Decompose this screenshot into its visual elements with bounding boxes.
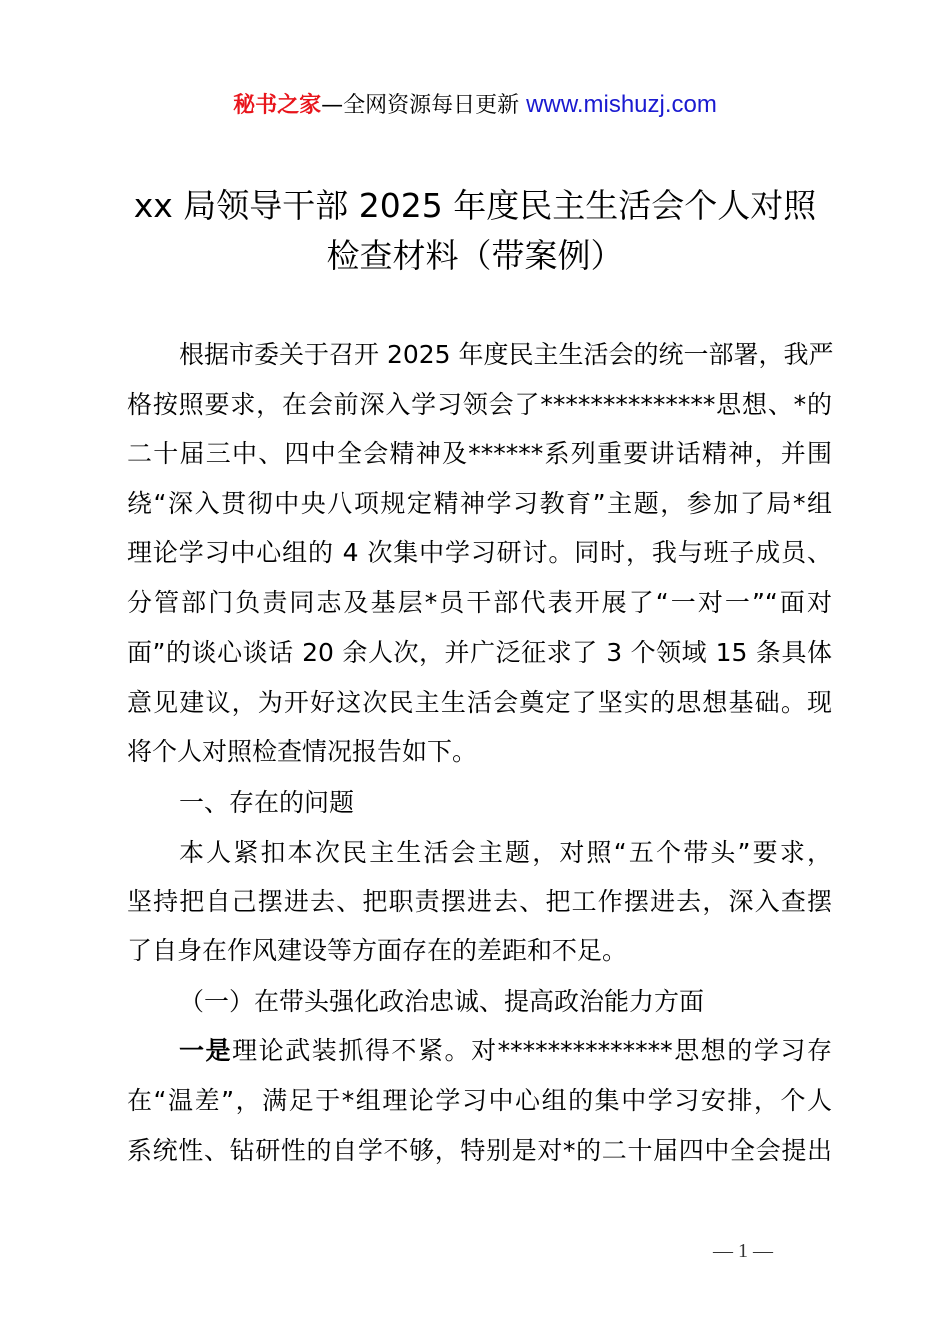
body-line: 将个人对照检查情况报告如下。 [127,737,478,766]
body-line: 绕“深入贯彻中央八项规定精神学习教育”主题，参加了局*组 [127,489,832,518]
body-line: 意见建议，为开好这次民主生活会奠定了坚实的思想基础。现 [127,688,832,717]
body-line: 了自身在作风建设等方面存在的差距和不足。 [127,936,628,965]
body-line: 系统性、钻研性的自学不够，特别是对*的二十届四中全会提出 [127,1136,832,1165]
body-line: 坚持把自己摆进去、把职责摆进去、把工作摆进去，深入查摆 [127,887,832,916]
body-line [179,1026,832,1076]
body-line: 本人紧扣本次民主生活会主题，对照“五个带头”要求， [179,838,832,867]
body-line: 面”的谈心谈话 20 余人次，并广泛征求了 3 个领域 15 条具体 [127,638,832,667]
doc-title-line1: xx 局领导干部 2025 年度民主生活会个人对照 [133,186,817,225]
body-line-text: 理论武装抓得不紧。对**************思想的学习存 [232,1036,832,1065]
section-heading: 一、存在的问题 [179,788,355,817]
site-url[interactable]: www.mishuzj.com [526,91,717,118]
site-header [0,88,950,119]
tagline: —全网资源每日更新 [321,93,520,118]
body-line: 格按照要求，在会前深入学习领会了**************思想、*的 [127,390,832,419]
subsection-heading: （一）在带头强化政治忠诚、提高政治能力方面 [179,987,705,1016]
bold-lead: 一是 [179,1036,233,1065]
body-line: 分管部门负责同志及基层*员干部代表开展了“一对一”“面对 [127,588,832,617]
page-number: — 1 — [713,1240,773,1262]
doc-title-line2: 检查材料（带案例） [326,236,624,275]
brand-name: 秘书之家 [233,93,322,118]
body-line: 理论学习中心组的 4 次集中学习研讨。同时，我与班子成员、 [127,538,832,567]
body-line: 二十届三中、四中全会精神及******系列重要讲话精神，并围 [127,439,832,468]
body-line: 根据市委关于召开 2025 年度民主生活会的统一部署，我严 [179,340,834,369]
body-line: 在“温差”，满足于*组理论学习中心组的集中学习安排，个人 [127,1086,832,1115]
